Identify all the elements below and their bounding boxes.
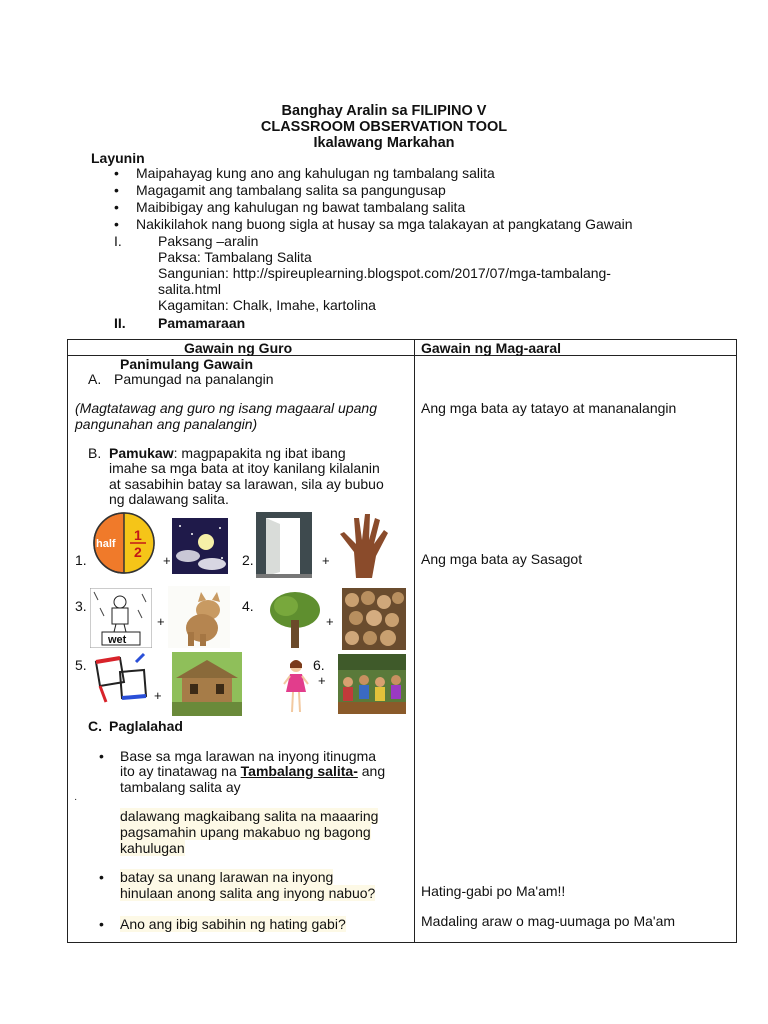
step-c-bullet-cont: tambalang salita ay [120,779,241,795]
column-header-guro: Gawain ng Guro [184,340,293,356]
section-numeral: I. [114,233,122,249]
door-picture [256,512,312,578]
layunin-item: Maibibigay ang kahulugan ng bawat tambalang salita [136,199,466,215]
sanggunian-line-cont: salita.html [158,281,222,297]
layunin-item: Maipahayag kung ano ang kahulugan ng tambalang salita [136,165,495,181]
bullet-marker: • [114,182,119,198]
bullet-marker: • [114,216,119,232]
definition-text: dalawang magkaibang salita na maaaring [120,808,379,824]
sanggunian-line: Sangunian: http://spireuplearning.blogspot.com/2017/07/mga-tambalang- [158,265,611,281]
step-a-text: Pamungad na panalangin [114,371,274,387]
step-c-question: batay sa unang larawan na inyong [120,869,334,885]
step-c-response: Madaling araw o mag-uumaga po Ma'am [421,913,676,929]
tree-picture [268,590,322,650]
plus-sign: + [322,553,330,568]
plus-sign: + [157,614,165,629]
step-b-text-cont: at sasabihin batay sa larawan, sila ay bubuo [109,476,384,492]
step-c-text: ang [357,763,386,779]
girl-picture [282,658,310,716]
market-crowd-picture [338,654,406,714]
bullet-marker: • [114,199,119,215]
kite-picture [90,652,152,710]
hand-picture [332,512,392,578]
step-c-response: Hating-gabi po Ma'am!! [421,883,566,899]
picture-number: 2. [242,552,254,568]
step-c-bullet: Base sa mga larawan na inyong itinugma [120,748,377,764]
half-numerator: 1 [134,527,142,543]
step-c-question-cont: hinulaan anong salita ang inyong nabuo? [120,885,376,901]
table-divider [414,339,415,943]
bullet-marker: • [99,916,104,932]
layunin-item: Nakikilahok nang buong sigla at husay sa mga talakayan at pangkatang Gawain [136,216,633,232]
half-denominator: 2 [134,544,142,560]
list-marker: B. [88,445,102,461]
step-c-title: Paglalahad [109,718,183,734]
section-title: Paksang –aralin [158,233,259,249]
plus-sign: + [318,673,326,688]
tambalang-salita-term: Tambalang salita- [240,763,358,779]
doc-title: Banghay Aralin sa FILIPINO V [281,103,487,119]
half-word: half [96,538,116,550]
step-a-response: Ang mga bata ay tatayo at mananalangin [421,400,677,416]
night-moon-picture [172,518,228,574]
step-b-response: Ang mga bata ay Sasagot [421,551,583,567]
picture-number: 3. [75,598,87,614]
bullet-marker: • [99,748,104,764]
step-c-text: ito ay tinatawag na [120,763,241,779]
stray-dot: · [74,794,78,805]
picture-number: 5. [75,657,87,673]
step-a-note-cont: pangunahan ang panalangin) [75,416,258,432]
step-b-label: Pamukaw [109,445,174,461]
picture-number: 6. [313,657,325,673]
step-c-question: Ano ang ibig sabihin ng hating gabi? [120,916,346,932]
list-marker: A. [88,371,102,387]
definition-text-cont: pagsamahin upang makabuo ng bagong [120,824,371,840]
half-circle-picture [92,510,156,576]
layunin-item: Magagamit ang tambalang salita sa pangungusap [136,182,446,198]
definition-text-cont: kahulugan [120,840,185,856]
paksa-line: Paksa: Tambalang Salita [158,249,312,265]
cat-picture [168,586,230,648]
step-b-text: : magpapakita ng ibat ibang [173,445,346,461]
house-picture [172,652,242,716]
bullet-marker: • [114,165,119,181]
section-title: Pamamaraan [158,315,246,331]
doc-subtitle: CLASSROOM OBSERVATION TOOL [260,119,508,135]
wet-word: wet [108,634,127,646]
panimulang-heading: Panimulang Gawain [120,356,254,372]
step-b-line [109,445,346,461]
plus-sign: + [326,614,334,629]
plus-sign: + [163,553,171,568]
layunin-label: Layunin [91,150,145,166]
kagamitan-line: Kagamitan: Chalk, Imahe, kartolina [158,297,376,313]
step-c-bullet-cont [120,763,385,779]
picture-number: 1. [75,552,87,568]
section-numeral: II. [114,315,126,331]
step-b-text-cont: imahe sa mga bata at itoy kanilang kilalanin [109,460,380,476]
plus-sign: + [154,688,162,703]
bullet-marker: • [99,869,104,885]
wet-person-picture [90,588,152,648]
doc-quarter: Ikalawang Markahan [313,135,455,151]
picture-number: 4. [242,598,254,614]
step-a-note: (Magtatawag ang guro ng isang magaaral upang [75,400,377,416]
logs-picture [342,588,406,650]
step-b-text-cont: ng dalawang salita. [109,491,229,507]
list-marker: C. [88,718,102,734]
column-header-magaaral: Gawain ng Mag-aaral [421,340,562,356]
